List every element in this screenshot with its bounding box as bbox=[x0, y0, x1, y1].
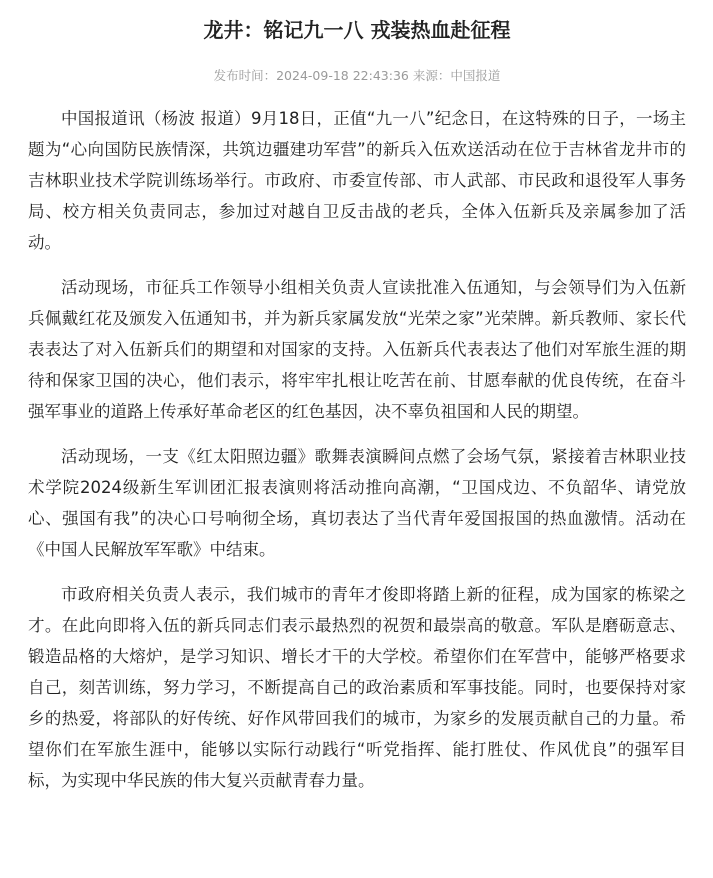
publish-time: 2024-09-18 22:43:36 bbox=[276, 68, 409, 83]
article-title: 龙井：铭记九一八 戎装热血赴征程 bbox=[203, 18, 511, 42]
article-paragraph: 活动现场，一支《红太阳照边疆》歌舞表演瞬间点燃了会场气氛，紧接着吉林职业技术学院2024级新生军训团汇报表演则将活动推向高潮，“卫国戍边、不负韶华、请党放心、强国有我”的决心口号响彻全场，真切表达了当代青年爱国报国的热血激情。活动在《中国人民解放军军歌》中结束。 bbox=[28, 447, 686, 559]
article-paragraph: 市政府相关负责人表示，我们城市的青年才俊即将踏上新的征程，成为国家的栋梁之才。在此向即将入伍的新兵同志们表示最热烈的祝贺和最崇高的敬意。军队是磨砺意志、锻造品格的大熔炉，是学习知识、增长才干的大学校。希望你们在军营中，能够严格要求自己，刻苦训练，努力学习，不断提高自己的政治素质和军事技能。同时，也要保持对家乡的热爱，将部队的好传统、好作风带回我们的城市，为家乡的发展贡献自己的力量。希望你们在军旅生涯中，能够以实际行动践行“听党指挥、能打胜仗、作风优良”的强军目标，为实现中华民族的伟大复兴贡献青春力量。 bbox=[28, 585, 686, 790]
article-paragraph: 活动现场，市征兵工作领导小组相关负责人宣读批准入伍通知，与会领导们为入伍新兵佩戴红花及颁发入伍通知书，并为新兵家属发放“光荣之家”光荣牌。新兵教师、家长代表表达了对入伍新兵们的期望和对国家的支持。入伍新兵代表表达了他们对军旅生涯的期待和保家卫国的决心，他们表示，将牢牢扎根让吃苦在前、甘愿奉献的优良传统，在奋斗强军事业的道路上传承好革命老区的红色基因，决不辜负祖国和人民的期望。 bbox=[28, 278, 686, 421]
publish-time-label: 发布时间： bbox=[213, 68, 277, 83]
article-body bbox=[28, 103, 686, 796]
article-paragraph: 中国报道讯（杨波 报道）9月18日，正值“九一八”纪念日，在这特殊的日子，一场主题为“心向国防民族情深，共筑边疆建功军营”的新兵入伍欢送活动在位于吉林省龙井市的吉林职业技术学院训练场举行。市政府、市委宣传部、市人武部、市民政和退役军人事务局、校方相关负责同志，参加过对越自卫反击战的老兵，全体入伍新兵及亲属参加了活动。 bbox=[28, 109, 686, 252]
source-label: 来源： bbox=[412, 68, 451, 83]
article-meta bbox=[28, 66, 686, 86]
source-name: 中国报道 bbox=[450, 68, 501, 83]
